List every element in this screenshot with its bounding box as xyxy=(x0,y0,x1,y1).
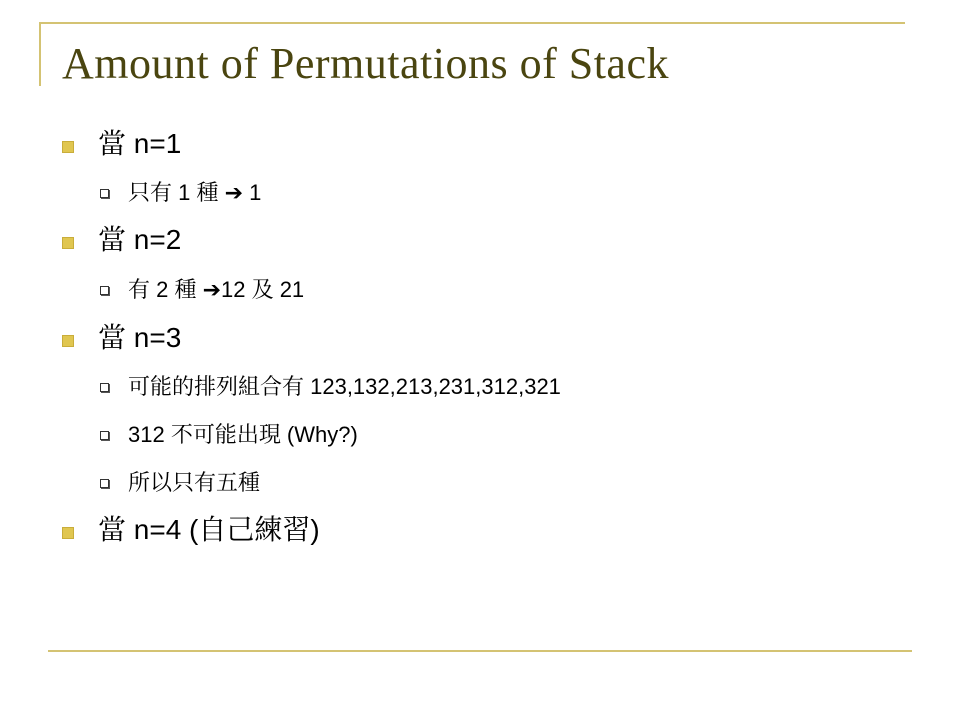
bottom-rule xyxy=(48,650,912,652)
square-bullet-icon xyxy=(62,335,74,347)
bullet-text: 當 n=3 xyxy=(98,322,182,353)
sub-bullet-text: 有 2 種 ➔12 及 21 xyxy=(128,277,305,302)
sub-bullet-text: 所以只有五種 xyxy=(128,470,261,495)
square-bullet-icon xyxy=(62,141,74,153)
sub-bullet-text: 可能的排列組合有 123,132,213,231,312,321 xyxy=(128,374,561,399)
bullet-text: 當 n=2 xyxy=(98,224,182,255)
hollow-square-bullet-icon xyxy=(100,479,109,488)
square-bullet-icon xyxy=(62,237,74,249)
sub-bullet-text: 只有 1 種 ➔ 1 xyxy=(128,180,262,205)
top-rule xyxy=(40,22,905,24)
sub-bullet-text: 312 不可能出現 (Why?) xyxy=(128,422,358,447)
hollow-square-bullet-icon xyxy=(100,286,109,295)
hollow-square-bullet-icon xyxy=(100,431,109,440)
square-bullet-icon xyxy=(62,527,74,539)
hollow-square-bullet-icon xyxy=(100,383,109,392)
bullet-text: 當 n=1 xyxy=(98,128,182,159)
slide-title: Amount of Permutations of Stack xyxy=(62,39,669,88)
left-rule xyxy=(39,22,41,86)
bullet-text: 當 n=4 (自己練習) xyxy=(98,514,320,545)
hollow-square-bullet-icon xyxy=(100,189,109,198)
